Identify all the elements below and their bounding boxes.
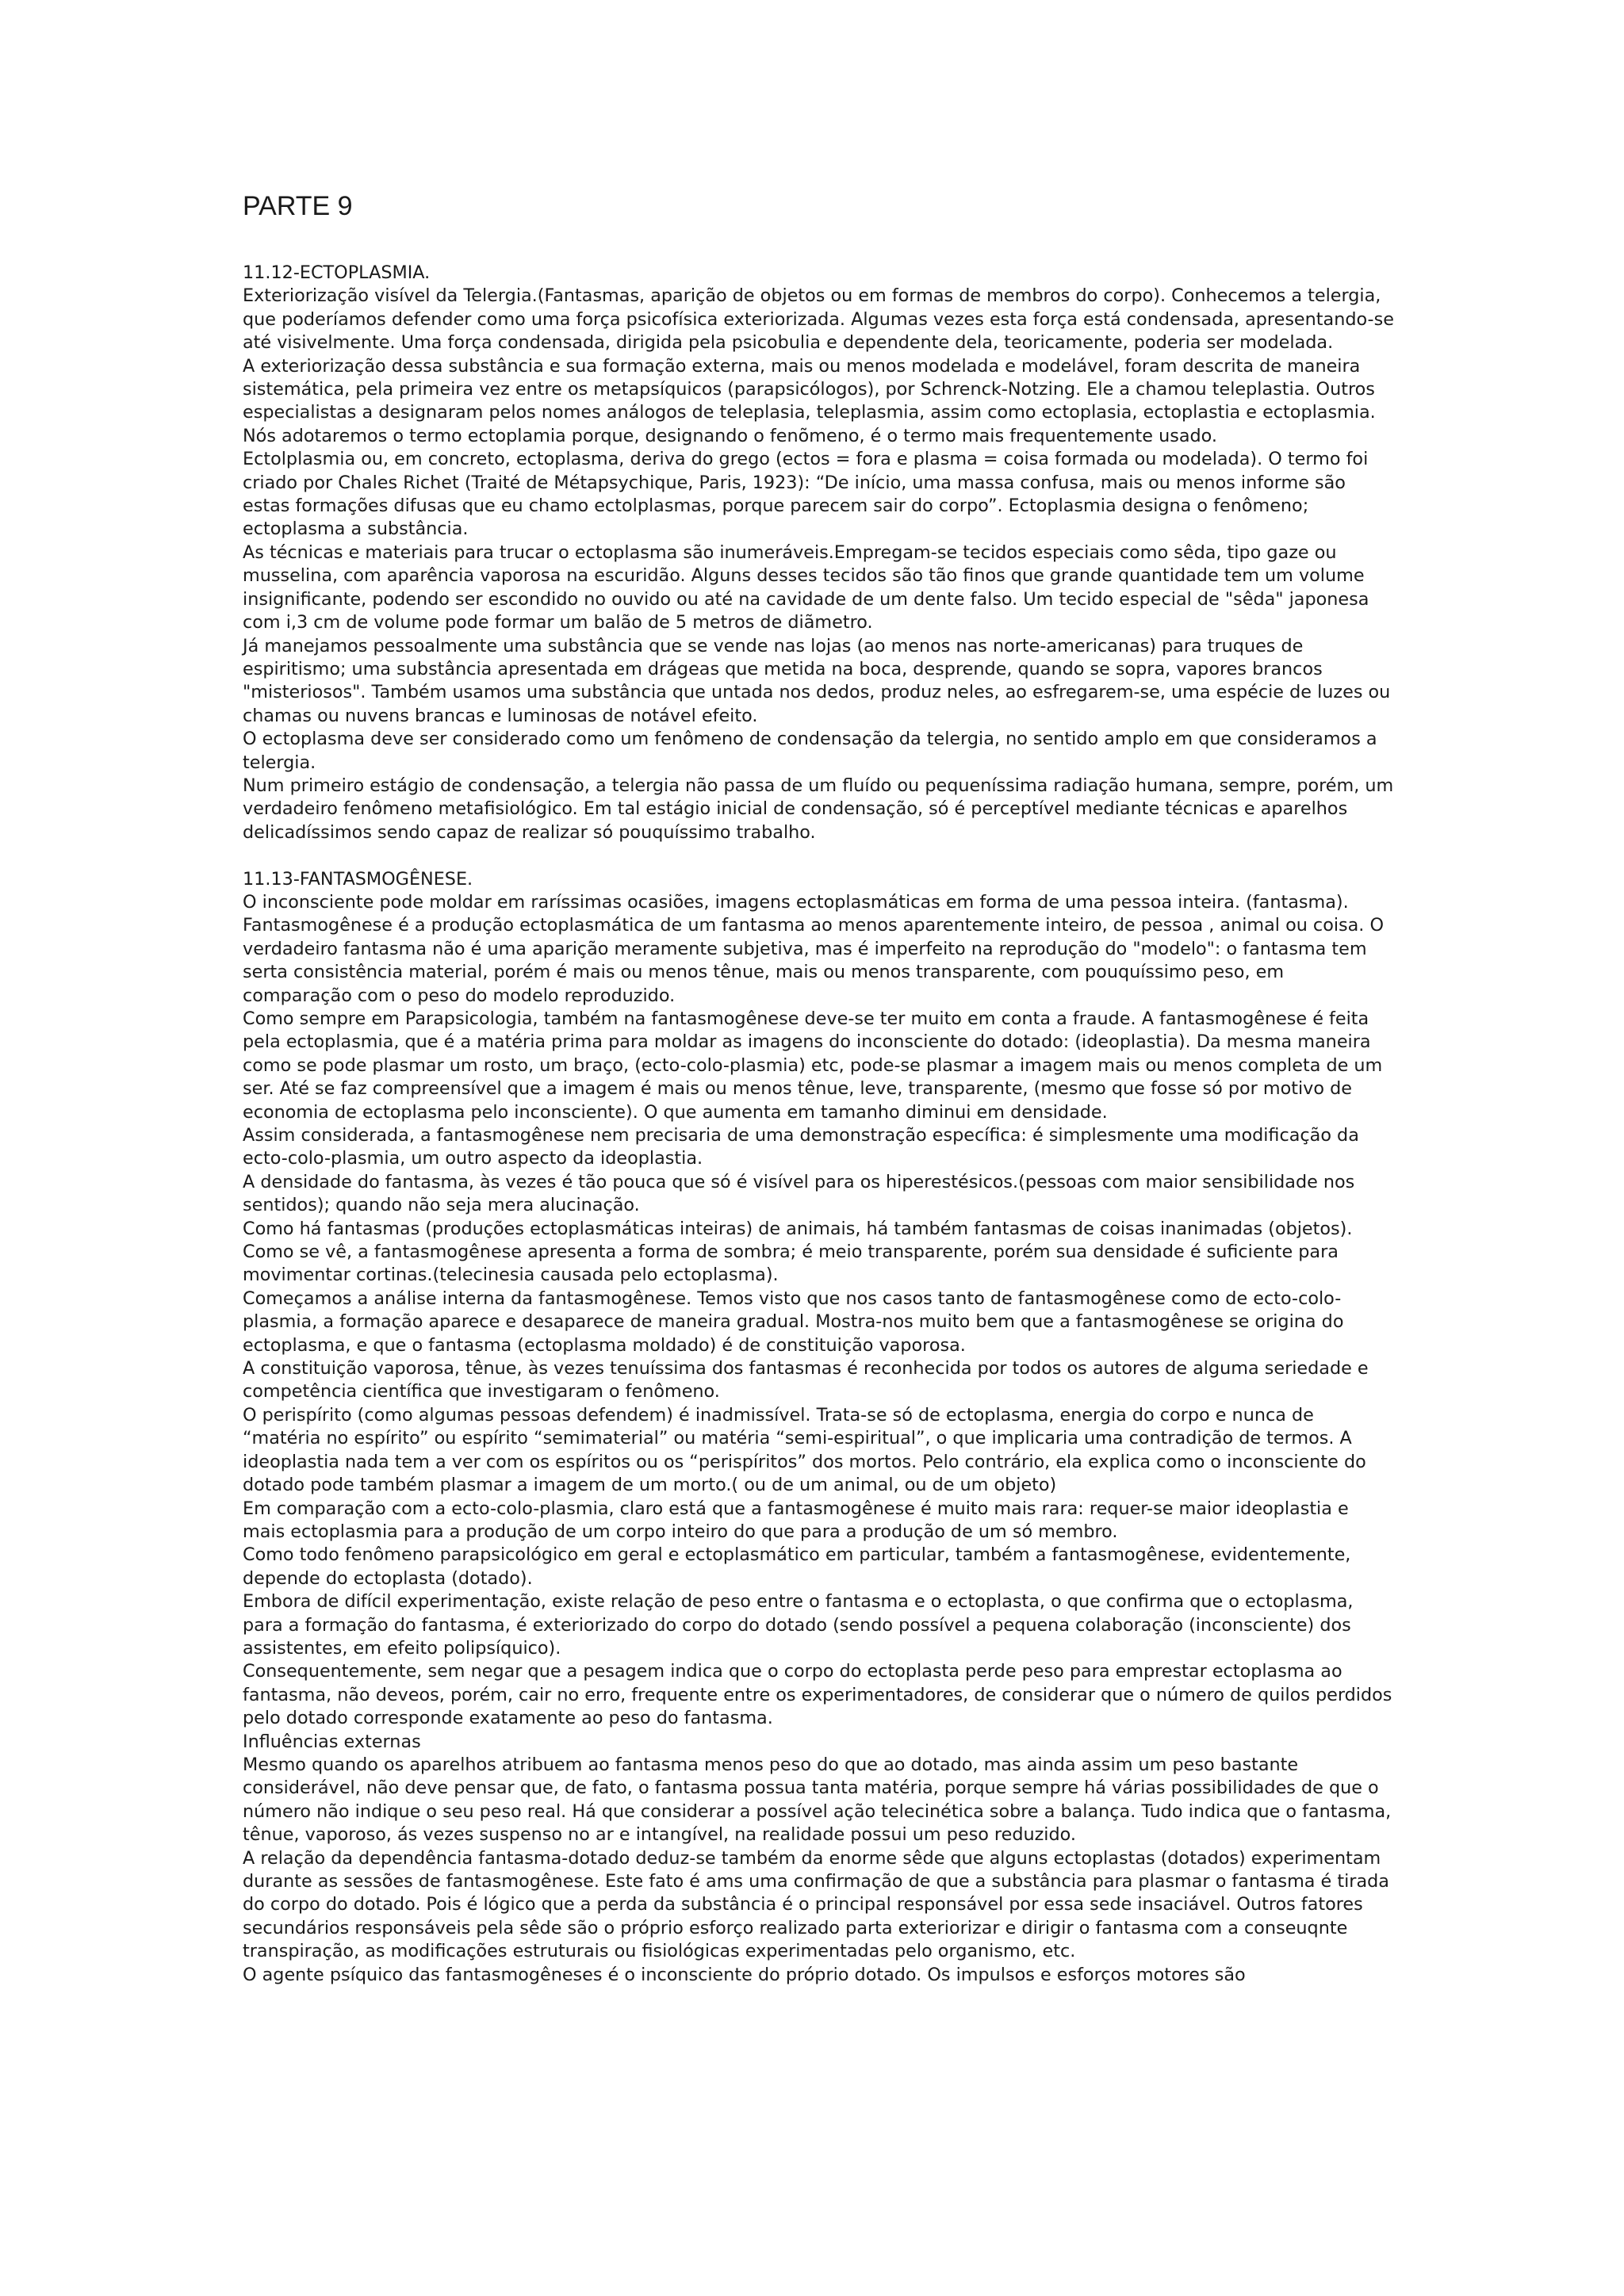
- paragraph: Exteriorização visível da Telergia.(Fantasmas, aparição de objetos ou em formas de membros do corpo). Conhecemos a telergia, que poderíamos defender como uma força psicofísica exteriorizada. Algumas vezes esta força está condensada, apresentando-se até visivelmente. Uma força condensada, dirigida pela psicobulia e dependente dela, teoricamente, poderia ser modelada.: [243, 285, 1394, 354]
- section-heading: 11.13-FANTASMOGÊNESE.: [243, 868, 473, 890]
- section-fantasmogenese: [243, 868, 1394, 1988]
- paragraph: Como sempre em Parapsicologia, também na fantasmogênese deve-se ter muito em conta a fraude. A fantasmogênese é feita pela ectoplasmia, que é a matéria prima para moldar as imagens do inconsciente do dotado: (ideoplastia). Da mesma maneira como se pode plasmar um rosto, um braço, (ecto-colo-plasmia) etc, pode-se plasmar a imagem mais ou menos completa de um ser. Até se faz compreensível que a imagem é mais ou menos tênue, leve, transparente, (mesmo que fosse só por motivo de economia de ectoplasma pelo inconsciente). O que aumenta em tamanho diminui em densidade.: [243, 1008, 1383, 1123]
- paragraph: Ectolplasmia ou, em concreto, ectoplasma, deriva do grego (ectos = fora e plasma = coisa formada ou modelada). O termo foi criado por Chales Richet (Traité de Métapsychique, Paris, 1923): “De início, uma massa confusa, mais ou menos informe são estas formações difusas que eu chamo ectolplasmas, porque parecem sair do corpo”. Ectoplasmia designa o fenômeno; ectoplasma a substância.: [243, 449, 1369, 540]
- section-heading: 11.12-ECTOPLASMIA.: [243, 262, 431, 283]
- paragraph: A densidade do fantasma, às vezes é tão pouca que só é visível para os hiperestésicos.(pessoas com maior sensibilidade nos sentidos); quando não seja mera alucinação.: [243, 1171, 1355, 1216]
- paragraph: A constituição vaporosa, tênue, às vezes tenuíssima dos fantasmas é reconhecida por todos os autores de alguma seriedade e competência científica que investigaram o fenômeno.: [243, 1358, 1369, 1402]
- paragraph: O inconsciente pode moldar em raríssimas ocasiões, imagens ectoplasmáticas em forma de uma pessoa inteira. (fantasma). Fantasmogênese é a produção ectoplasmática de um fantasma ao menos aparentemente inteiro, de pessoa , animal ou coisa. O verdadeiro fantasma não é uma aparição meramente subjetiva, mas é imperfeito na reprodução do "modelo": o fantasma tem serta consistência material, porém é mais ou menos tênue, mais ou menos transparente, com pouquíssimo peso, em comparação com o peso do modelo reproduzido.: [243, 891, 1385, 1006]
- paragraph: As técnicas e materiais para trucar o ectoplasma são inumeráveis.Empregam-se tecidos especiais como sêda, tipo gaze ou musselina, com aparência vaporosa na escuridão. Alguns desses tecidos são tão finos que grande quantidade tem um volume insignificante, podendo ser escondido no ouvido ou até na cavidade de um dente falso. Um tecido especial de "sêda" japonesa com i,3 cm de volume pode formar um balão de 5 metros de diãmetro.: [243, 541, 1369, 633]
- paragraph: Como se vê, a fantasmogênese apresenta a forma de sombra; é meio transparente, porém sua densidade é suficiente para movimentar cortinas.(telecinesia causada pelo ectoplasma).: [243, 1242, 1339, 1286]
- paragraph: O ectoplasma deve ser considerado como um fenômeno de condensação da telergia, no sentido amplo em que consideramos a telergia.: [243, 729, 1377, 773]
- paragraph: A relação da dependência fantasma-dotado deduz-se também da enorme sêde que alguns ectoplastas (dotados) experimentam durante as sessões de fantasmogênese. Este fato é ams uma confirmação de que a substância para plasmar o fantasma é tirada do corpo do dotado. Pois é lógico que a perda da substância é o principal responsável por essa sede insaciável. Outros fatores secundários responsáveis pela sêde são o próprio esforço realizado parta exteriorizar e dirigir o fantasma com a conseuqnte transpiração, as modificações estruturais ou fisiológicas experimentadas pelo organismo, etc.: [243, 1847, 1389, 1962]
- paragraph: Consequentemente, sem negar que a pesagem indica que o corpo do ectoplasta perde peso para emprestar ectoplasma ao fantasma, não deveos, porém, cair no erro, frequente entre os experimentadores, de considerar que o número de quilos perdidos pelo dotado corresponde exatamente ao peso do fantasma.: [243, 1661, 1392, 1729]
- paragraph: Começamos a análise interna da fantasmogênese. Temos visto que nos casos tanto de fantasmogênese como de ecto-colo-plasmia, a formação aparece e desaparece de maneira gradual. Mostra-nos muito bem que a fantasmogênese se origina do ectoplasma, e que o fantasma (ectoplasma moldado) é de constituição vaporosa.: [243, 1288, 1344, 1356]
- paragraph: O perispírito (como algumas pessoas defendem) é inadmissível. Trata-se só de ectoplasma, energia do corpo e nunca de “matéria no espírito” ou espírito “semimaterial” ou matéria “semi-espiritual”, o que implicaria uma contradição de termos. A ideoplastia nada tem a ver com os espíritos ou os “perispíritos” dos mortos. Pelo contrário, ela explica como o inconsciente do dotado pode também plasmar a imagem de um morto.( ou de um animal, ou de um objeto): [243, 1404, 1366, 1496]
- paragraph: A exteriorização dessa substância e sua formação externa, mais ou menos modelada e modelável, foram descrita de maneira sistemática, pela primeira vez entre os metapsíquicos (parapsicólogos), por Schrenck-Notzing. Ele a chamou teleplastia. Outros especialistas a designaram pelos nomes análogos de teleplasia, teleplasmia, assim como ectoplasia, ectoplastia e ectoplasmia. Nós adotaremos o termo ectoplamia porque, designando o fenõmeno, é o termo mais frequentemente usado.: [243, 355, 1376, 446]
- paragraph: Já manejamos pessoalmente uma substância que se vende nas lojas (ao menos nas norte-americanas) para truques de espiritismo; uma substância apresentada em drágeas que metida na boca, desprende, quando se sopra, vapores brancos "misteriosos". Também usamos uma substância que untada nos dedos, produz neles, ao esfregarem-se, uma espécie de luzes ou chamas ou nuvens brancas e luminosas de notável efeito.: [243, 635, 1391, 726]
- document-page: [243, 190, 1394, 1987]
- page-title: PARTE 9: [243, 191, 353, 221]
- paragraph: O agente psíquico das fantasmogêneses é o inconsciente do próprio dotado. Os impulsos e esforços motores são: [243, 1964, 1246, 1985]
- paragraph: Como há fantasmas (produções ectoplasmáticas inteiras) de animais, há também fantasmas de coisas inanimadas (objetos).: [243, 1218, 1353, 1239]
- subheading-influencias-externas: Influências externas: [243, 1731, 421, 1752]
- paragraph: Em comparação com a ecto-colo-plasmia, claro está que a fantasmogênese é muito mais rara: requer-se maior ideoplastia e mais ectoplasmia para a produção de um corpo inteiro do que para a produção de um só membro.: [243, 1498, 1349, 1542]
- paragraph: Assim considerada, a fantasmogênese nem precisaria de uma demonstração específica: é simplesmente uma modificação da ecto-colo-plasmia, um outro aspecto da ideoplastia.: [243, 1125, 1359, 1169]
- section-ectoplasmia: [243, 262, 1394, 844]
- paragraph: Num primeiro estágio de condensação, a telergia não passa de um fluído ou pequeníssima radiação humana, sempre, porém, um verdadeiro fenômeno metafisiológico. Em tal estágio inicial de condensação, só é perceptível mediante técnicas e aparelhos delicadíssimos sendo capaz de realizar só pouquíssimo trabalho.: [243, 775, 1394, 843]
- paragraph: Mesmo quando os aparelhos atribuem ao fantasma menos peso do que ao dotado, mas ainda assim um peso bastante considerável, não deve pensar que, de fato, o fantasma possua tanta matéria, porque sempre há várias possibilidades de que o número não indique o seu peso real. Há que considerar a possível ação telecinética sobre a balança. Tudo indica que o fantasma, tênue, vaporoso, ás vezes suspenso no ar e intangível, na realidade possui um peso reduzido.: [243, 1754, 1392, 1846]
- paragraph: Embora de difícil experimentação, existe relação de peso entre o fantasma e o ectoplasta, o que confirma que o ectoplasma, para a formação do fantasma, é exteriorizado do corpo do dotado (sendo possível a pequena colaboração (inconsciente) dos assistentes, em efeito polipsíquico).: [243, 1591, 1354, 1659]
- paragraph: Como todo fenômeno parapsicológico em geral e ectoplasmático em particular, também a fantasmogênese, evidentemente, depende do ectoplasta (dotado).: [243, 1544, 1351, 1589]
